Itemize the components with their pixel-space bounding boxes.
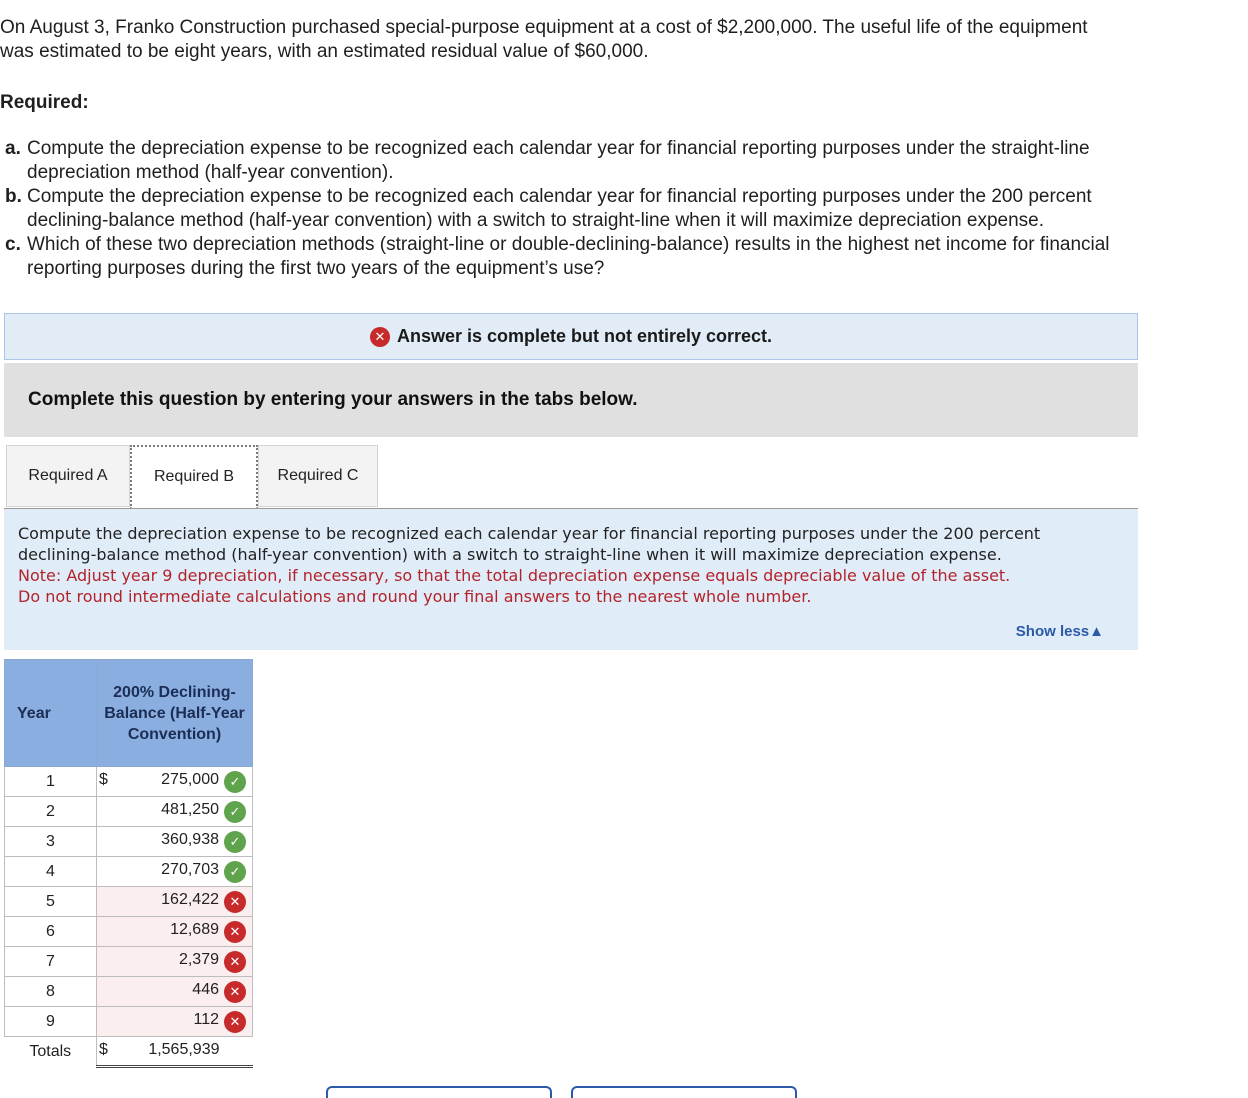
check-icon: ✓ — [224, 771, 246, 793]
x-circle-icon: ✕ — [224, 921, 246, 943]
year-cell: 7 — [5, 947, 97, 977]
panel-note: Note: Adjust year 9 depreciation, if necessary, so that the total depreciation expense equals depreciable value of the asset. — [18, 566, 1011, 585]
year-cell: 2 — [5, 797, 97, 827]
x-circle-icon: ✕ — [224, 981, 246, 1003]
tab-required-b[interactable]: Required B — [130, 445, 258, 509]
panel-text: Compute the depreciation expense to be recognized each calendar year for financial reporting purposes under the 200 percent — [18, 524, 1041, 543]
problem-line: was estimated to be eight years, with an estimated residual value of $60,000. — [0, 41, 649, 62]
check-icon: ✓ — [224, 801, 246, 823]
totals-label: Totals — [5, 1037, 97, 1067]
currency-symbol: $ — [99, 1041, 108, 1058]
tab-panel-instructions — [4, 509, 1138, 650]
amount-value[interactable]: 275,000 — [161, 771, 219, 788]
x-circle-icon: ✕ — [224, 891, 246, 913]
amount-value[interactable]: 2,379 — [178, 951, 219, 968]
amount-input-cell[interactable] — [97, 797, 253, 827]
amount-input-cell[interactable] — [97, 887, 253, 917]
instruction-text: Complete this question by entering your answers in the tabs below. — [28, 389, 638, 410]
table-row — [5, 887, 253, 917]
amount-input-cell[interactable] — [97, 827, 253, 857]
check-icon: ✓ — [224, 861, 246, 883]
tab-bar — [6, 445, 378, 509]
requirement-text: Compute the depreciation expense to be recognized each calendar year for financial reporting purposes under the straight-line — [27, 138, 1090, 159]
amount-input-cell[interactable] — [97, 1007, 253, 1037]
amount-input-cell[interactable] — [97, 947, 253, 977]
problem-line: On August 3, Franko Construction purchased special-purpose equipment at a cost of $2,200,000. The useful life of the equipment — [0, 17, 1088, 38]
table-row — [5, 977, 253, 1007]
year-cell: 8 — [5, 977, 97, 1007]
table-row — [5, 767, 253, 797]
x-circle-icon: ✕ — [224, 1011, 246, 1033]
table-row — [5, 947, 253, 977]
requirement-b — [0, 185, 1240, 233]
year-cell: 4 — [5, 857, 97, 887]
table-row — [5, 917, 253, 947]
requirement-a — [0, 137, 1240, 185]
required-heading: Required: — [0, 92, 89, 113]
year-cell: 1 — [5, 767, 97, 797]
x-circle-icon: ✕ — [370, 327, 390, 347]
problem-statement — [0, 16, 1240, 64]
amount-input-cell[interactable] — [97, 917, 253, 947]
answer-status-text: Answer is complete but not entirely correct. — [396, 326, 773, 346]
amount-value[interactable]: 162,422 — [161, 891, 219, 908]
column-header-amount: 200% Declining-Balance (Half-Year Convention) — [97, 660, 253, 767]
requirement-text: depreciation method (half-year convention). — [27, 162, 394, 183]
year-cell: 5 — [5, 887, 97, 917]
check-icon: ✓ — [224, 831, 246, 853]
amount-value[interactable]: 446 — [192, 981, 219, 998]
totals-value: 1,565,939 — [148, 1041, 220, 1058]
amount-value[interactable]: 481,250 — [161, 801, 219, 818]
totals-row — [5, 1037, 253, 1067]
answer-status-banner — [4, 313, 1138, 360]
requirement-letter: b. — [5, 186, 22, 207]
tab-required-c[interactable]: Required C — [258, 445, 378, 507]
instruction-box — [4, 363, 1138, 437]
requirement-letter: c. — [5, 234, 21, 255]
amount-input-cell[interactable] — [97, 767, 253, 797]
panel-note: Do not round intermediate calculations and round your final answers to the nearest whole number. — [18, 587, 812, 606]
prev-tab-button[interactable] — [326, 1086, 552, 1098]
table-row — [5, 1007, 253, 1037]
requirement-c — [0, 233, 1240, 281]
year-cell: 6 — [5, 917, 97, 947]
column-header-year: Year — [5, 660, 97, 767]
amount-value[interactable]: 360,938 — [161, 831, 219, 848]
amount-input-cell[interactable] — [97, 857, 253, 887]
table-row — [5, 857, 253, 887]
panel-text: declining-balance method (half-year convention) with a switch to straight-line when it will maximize depreciation expense. — [18, 545, 1002, 564]
x-circle-icon: ✕ — [224, 951, 246, 973]
amount-value[interactable]: 12,689 — [170, 921, 219, 938]
year-cell: 9 — [5, 1007, 97, 1037]
requirement-text: Compute the depreciation expense to be recognized each calendar year for financial reporting purposes under the 200 percent — [27, 186, 1092, 207]
year-cell: 3 — [5, 827, 97, 857]
next-tab-button[interactable] — [571, 1086, 797, 1098]
amount-value[interactable]: 112 — [193, 1011, 219, 1028]
totals-cell — [97, 1037, 253, 1067]
table-row — [5, 797, 253, 827]
table-row — [5, 827, 253, 857]
requirement-text: reporting purposes during the first two years of the equipment’s use? — [27, 258, 605, 279]
requirement-text: Which of these two depreciation methods (straight-line or double-declining-balance) results in the highest net income for financial — [27, 234, 1110, 255]
depreciation-table — [4, 659, 253, 1068]
requirement-text: declining-balance method (half-year convention) with a switch to straight-line when it will maximize depreciation expense. — [27, 210, 1045, 231]
amount-value[interactable]: 270,703 — [161, 861, 219, 878]
currency-symbol: $ — [99, 771, 108, 788]
requirement-letter: a. — [5, 138, 21, 159]
amount-input-cell[interactable] — [97, 977, 253, 1007]
show-less-link[interactable]: Show less▲ — [1015, 623, 1104, 640]
requirements-list — [0, 137, 1240, 281]
tab-required-a[interactable]: Required A — [6, 445, 130, 507]
